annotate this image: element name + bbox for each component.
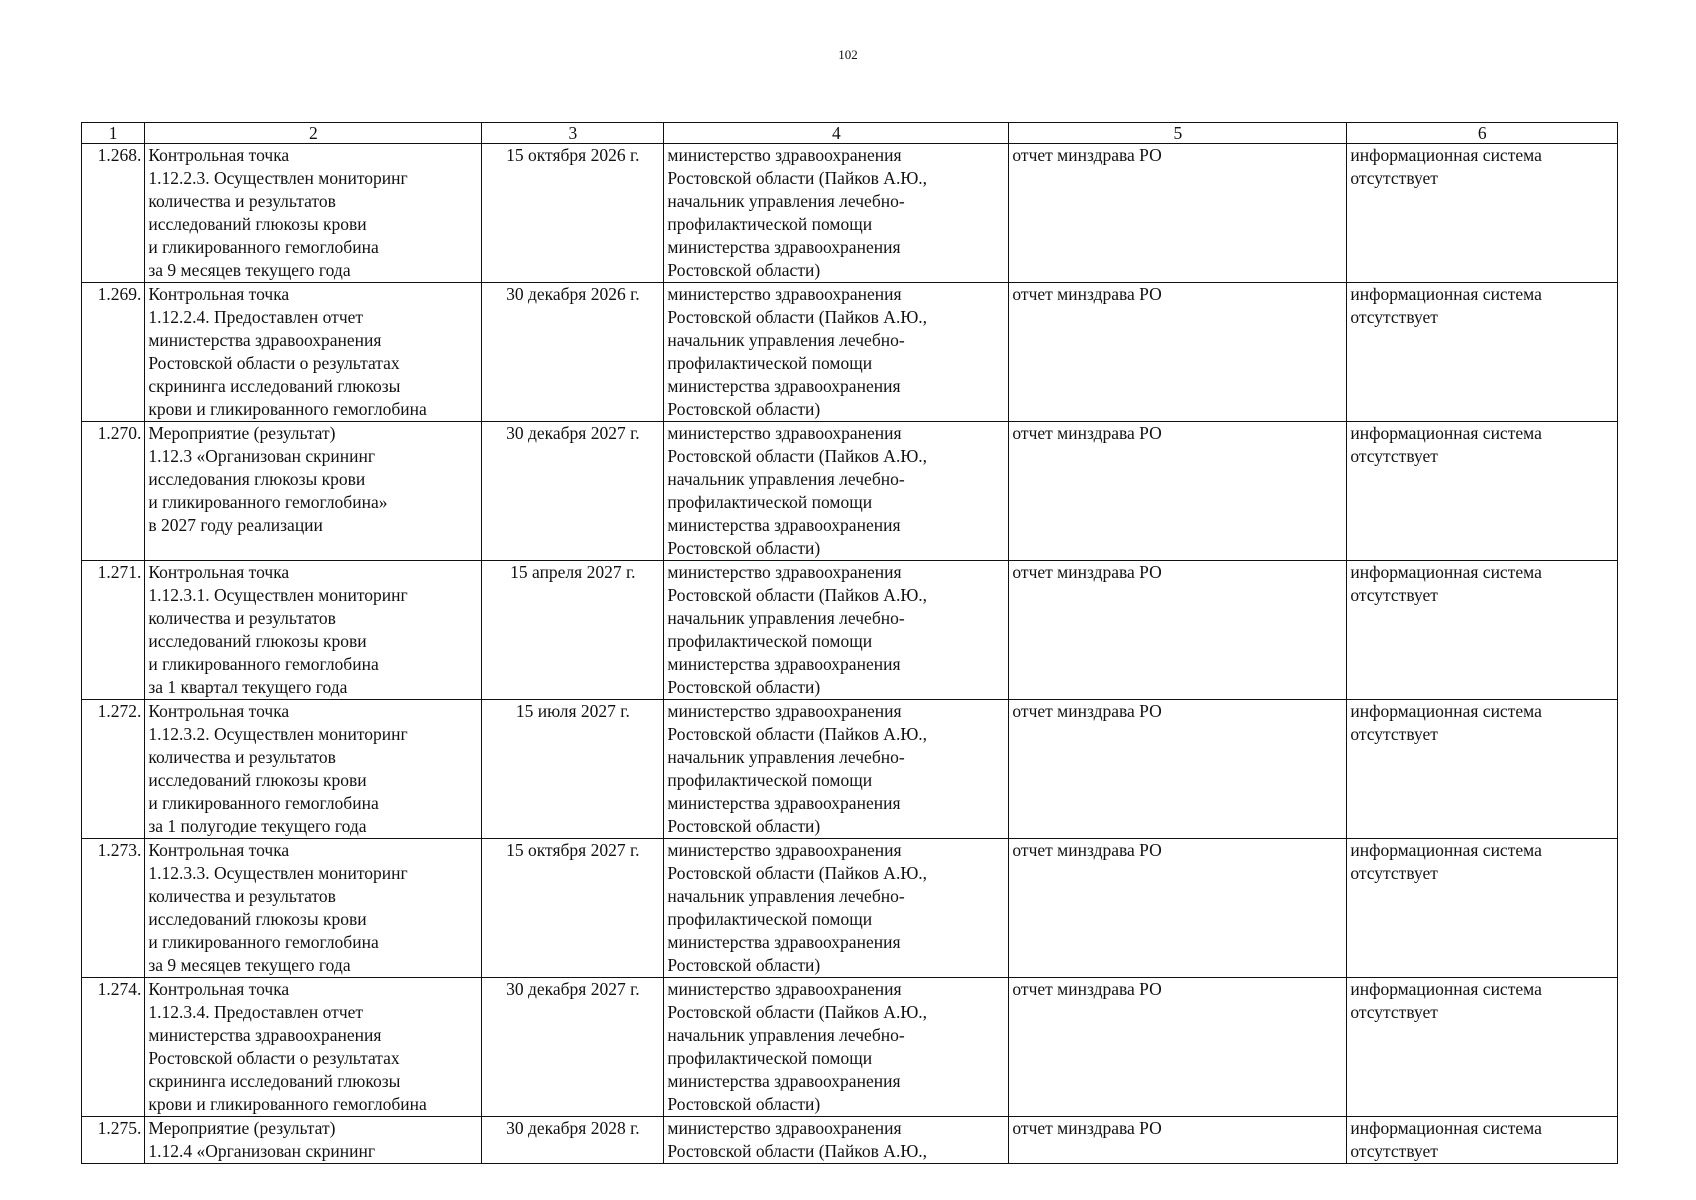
- table-row: [82, 283, 1618, 422]
- responsible-cell: [664, 422, 1009, 561]
- info-system-line: информационная система: [1350, 1118, 1542, 1138]
- info-system-line: отсутствует: [1350, 1141, 1438, 1161]
- description-line: в 2027 году реализации: [148, 515, 323, 535]
- row-number-cell: 1.274.: [82, 978, 145, 1117]
- responsible-line: Ростовской области (Пайков А.Ю.,: [667, 168, 928, 188]
- table-row: [82, 422, 1618, 561]
- description-cell: [145, 700, 482, 839]
- info-system-line: отсутствует: [1350, 1002, 1438, 1022]
- deadline-cell: 15 октября 2026 г.: [482, 144, 664, 283]
- responsible-line: министерства здравоохранения: [667, 1071, 901, 1091]
- description-line: министерства здравоохранения: [148, 1025, 382, 1045]
- responsible-line: Ростовской области (Пайков А.Ю.,: [667, 585, 928, 605]
- info-system-cell: [1347, 1117, 1618, 1164]
- row-number-cell: 1.275.: [82, 1117, 145, 1164]
- responsible-cell: [664, 283, 1009, 422]
- description-line: и гликированного гемоглобина: [148, 932, 379, 952]
- description-line: 1.12.3.1. Осуществлен мониторинг: [148, 585, 408, 605]
- responsible-line: министерства здравоохранения: [667, 376, 901, 396]
- description-cell: [145, 561, 482, 700]
- info-system-cell: [1347, 561, 1618, 700]
- table-row: [82, 1117, 1618, 1164]
- responsible-line: министерства здравоохранения: [667, 654, 901, 674]
- responsible-line: министерство здравоохранения: [667, 284, 902, 304]
- responsible-line: Ростовской области): [667, 816, 821, 836]
- info-system-cell: [1347, 700, 1618, 839]
- table-row: [82, 978, 1618, 1117]
- description-line: 1.12.4 «Организован скрининг: [148, 1141, 376, 1161]
- description-cell: [145, 1117, 482, 1164]
- description-line: Мероприятие (результат): [148, 1118, 336, 1138]
- responsible-line: профилактической помощи: [667, 770, 873, 790]
- description-line: 1.12.3.4. Предоставлен отчет: [148, 1002, 364, 1022]
- document-cell: отчет минздрава РО: [1009, 839, 1347, 978]
- document-cell: отчет минздрава РО: [1009, 144, 1347, 283]
- info-system-line: информационная система: [1350, 423, 1542, 443]
- responsible-line: Ростовской области (Пайков А.Ю.,: [667, 863, 928, 883]
- description-line: 1.12.2.4. Предоставлен отчет: [148, 307, 364, 327]
- description-cell: [145, 144, 482, 283]
- table-header-row: [82, 123, 1618, 144]
- description-cell: [145, 422, 482, 561]
- responsible-cell: [664, 700, 1009, 839]
- description-line: 1.12.2.3. Осуществлен мониторинг: [148, 168, 408, 188]
- document-cell: отчет минздрава РО: [1009, 978, 1347, 1117]
- responsible-line: министерства здравоохранения: [667, 237, 901, 257]
- responsible-line: начальник управления лечебно-: [667, 886, 905, 906]
- responsible-line: начальник управления лечебно-: [667, 330, 905, 350]
- info-system-cell: [1347, 978, 1618, 1117]
- description-line: Контрольная точка: [148, 701, 290, 721]
- description-line: исследований глюкозы крови: [148, 214, 367, 234]
- table-row: [82, 839, 1618, 978]
- info-system-cell: [1347, 144, 1618, 283]
- table-row: [82, 144, 1618, 283]
- responsible-line: министерство здравоохранения: [667, 562, 902, 582]
- responsible-line: Ростовской области (Пайков А.Ю.,: [667, 446, 928, 466]
- description-line: скрининга исследований глюкозы: [148, 1071, 401, 1091]
- responsible-line: профилактической помощи: [667, 909, 873, 929]
- responsible-line: Ростовской области (Пайков А.Ю.,: [667, 1002, 928, 1022]
- info-system-line: информационная система: [1350, 284, 1542, 304]
- info-system-line: информационная система: [1350, 562, 1542, 582]
- description-line: за 9 месяцев текущего года: [148, 260, 351, 280]
- row-number-cell: 1.269.: [82, 283, 145, 422]
- document-cell: отчет минздрава РО: [1009, 561, 1347, 700]
- info-system-cell: [1347, 839, 1618, 978]
- responsible-line: профилактической помощи: [667, 214, 873, 234]
- deadline-cell: 15 апреля 2027 г.: [482, 561, 664, 700]
- document-cell: отчет минздрава РО: [1009, 283, 1347, 422]
- deadline-cell: 30 декабря 2028 г.: [482, 1117, 664, 1164]
- responsible-line: профилактической помощи: [667, 631, 873, 651]
- responsible-cell: [664, 978, 1009, 1117]
- description-line: за 1 полугодие текущего года: [148, 816, 367, 836]
- responsible-line: начальник управления лечебно-: [667, 747, 905, 767]
- responsible-line: министерства здравоохранения: [667, 515, 901, 535]
- responsible-line: Ростовской области (Пайков А.Ю.,: [667, 307, 928, 327]
- responsible-line: Ростовской области): [667, 1094, 821, 1114]
- description-line: Ростовской области о результатах: [148, 1048, 400, 1068]
- row-number-cell: 1.270.: [82, 422, 145, 561]
- info-system-line: отсутствует: [1350, 168, 1438, 188]
- plan-table: [81, 122, 1618, 1164]
- description-line: 1.12.3.2. Осуществлен мониторинг: [148, 724, 408, 744]
- description-line: и гликированного гемоглобина»: [148, 492, 388, 512]
- responsible-line: министерство здравоохранения: [667, 701, 902, 721]
- description-line: количества и результатов: [148, 191, 336, 211]
- description-line: Контрольная точка: [148, 284, 290, 304]
- deadline-cell: 30 декабря 2027 г.: [482, 422, 664, 561]
- info-system-line: отсутствует: [1350, 724, 1438, 744]
- description-line: исследования глюкозы крови: [148, 469, 366, 489]
- responsible-line: министерства здравоохранения: [667, 793, 901, 813]
- responsible-line: начальник управления лечебно-: [667, 1025, 905, 1045]
- row-number-cell: 1.272.: [82, 700, 145, 839]
- description-line: Ростовской области о результатах: [148, 353, 400, 373]
- info-system-line: информационная система: [1350, 701, 1542, 721]
- responsible-line: Ростовской области): [667, 399, 821, 419]
- document-cell: отчет минздрава РО: [1009, 422, 1347, 561]
- table-row: [82, 700, 1618, 839]
- info-system-line: отсутствует: [1350, 863, 1438, 883]
- responsible-line: профилактической помощи: [667, 492, 873, 512]
- responsible-line: начальник управления лечебно-: [667, 608, 905, 628]
- description-line: скрининга исследований глюкозы: [148, 376, 401, 396]
- deadline-cell: 15 июля 2027 г.: [482, 700, 664, 839]
- info-system-line: отсутствует: [1350, 307, 1438, 327]
- responsible-line: министерство здравоохранения: [667, 145, 902, 165]
- info-system-cell: [1347, 422, 1618, 561]
- column-header-5: 5: [1009, 123, 1347, 144]
- page-number: 102: [838, 47, 858, 62]
- responsible-cell: [664, 1117, 1009, 1164]
- description-line: исследований глюкозы крови: [148, 909, 367, 929]
- responsible-line: начальник управления лечебно-: [667, 469, 905, 489]
- description-line: за 9 месяцев текущего года: [148, 955, 351, 975]
- description-line: количества и результатов: [148, 886, 336, 906]
- responsible-line: профилактической помощи: [667, 1048, 873, 1068]
- responsible-line: министерство здравоохранения: [667, 840, 902, 860]
- table-body: [82, 144, 1618, 1164]
- column-header-2: 2: [145, 123, 482, 144]
- info-system-line: информационная система: [1350, 145, 1542, 165]
- responsible-line: Ростовской области (Пайков А.Ю.,: [667, 1141, 928, 1161]
- description-line: и гликированного гемоглобина: [148, 237, 379, 257]
- responsible-line: Ростовской области (Пайков А.Ю.,: [667, 724, 928, 744]
- responsible-line: министерство здравоохранения: [667, 1118, 902, 1138]
- column-header-6: 6: [1347, 123, 1618, 144]
- responsible-cell: [664, 839, 1009, 978]
- responsible-line: начальник управления лечебно-: [667, 191, 905, 211]
- responsible-line: министерство здравоохранения: [667, 979, 902, 999]
- description-line: Контрольная точка: [148, 562, 290, 582]
- description-cell: [145, 978, 482, 1117]
- column-header-4: 4: [664, 123, 1009, 144]
- description-line: Контрольная точка: [148, 979, 290, 999]
- description-line: и гликированного гемоглобина: [148, 654, 379, 674]
- row-number-cell: 1.271.: [82, 561, 145, 700]
- table-row: [82, 561, 1618, 700]
- responsible-line: министерство здравоохранения: [667, 423, 902, 443]
- responsible-line: Ростовской области): [667, 955, 821, 975]
- description-line: исследований глюкозы крови: [148, 770, 367, 790]
- column-header-3: 3: [482, 123, 664, 144]
- description-line: Контрольная точка: [148, 840, 290, 860]
- responsible-line: министерства здравоохранения: [667, 932, 901, 952]
- info-system-cell: [1347, 283, 1618, 422]
- deadline-cell: 15 октября 2027 г.: [482, 839, 664, 978]
- responsible-cell: [664, 561, 1009, 700]
- description-cell: [145, 283, 482, 422]
- info-system-line: отсутствует: [1350, 585, 1438, 605]
- description-line: 1.12.3 «Организован скрининг: [148, 446, 376, 466]
- document-cell: отчет минздрава РО: [1009, 1117, 1347, 1164]
- description-line: и гликированного гемоглобина: [148, 793, 379, 813]
- row-number-cell: 1.268.: [82, 144, 145, 283]
- description-line: Контрольная точка: [148, 145, 290, 165]
- column-header-1: 1: [82, 123, 145, 144]
- description-line: крови и гликированного гемоглобина: [148, 399, 427, 419]
- description-cell: [145, 839, 482, 978]
- info-system-line: информационная система: [1350, 979, 1542, 999]
- description-line: количества и результатов: [148, 747, 336, 767]
- description-line: количества и результатов: [148, 608, 336, 628]
- description-line: Мероприятие (результат): [148, 423, 336, 443]
- document-cell: отчет минздрава РО: [1009, 700, 1347, 839]
- row-number-cell: 1.273.: [82, 839, 145, 978]
- responsible-line: Ростовской области): [667, 677, 821, 697]
- description-line: за 1 квартал текущего года: [148, 677, 348, 697]
- description-line: исследований глюкозы крови: [148, 631, 367, 651]
- deadline-cell: 30 декабря 2027 г.: [482, 978, 664, 1117]
- description-line: крови и гликированного гемоглобина: [148, 1094, 427, 1114]
- info-system-line: отсутствует: [1350, 446, 1438, 466]
- responsible-line: Ростовской области): [667, 260, 821, 280]
- responsible-cell: [664, 144, 1009, 283]
- deadline-cell: 30 декабря 2026 г.: [482, 283, 664, 422]
- responsible-line: профилактической помощи: [667, 353, 873, 373]
- description-line: 1.12.3.3. Осуществлен мониторинг: [148, 863, 408, 883]
- description-line: министерства здравоохранения: [148, 330, 382, 350]
- responsible-line: Ростовской области): [667, 538, 821, 558]
- info-system-line: информационная система: [1350, 840, 1542, 860]
